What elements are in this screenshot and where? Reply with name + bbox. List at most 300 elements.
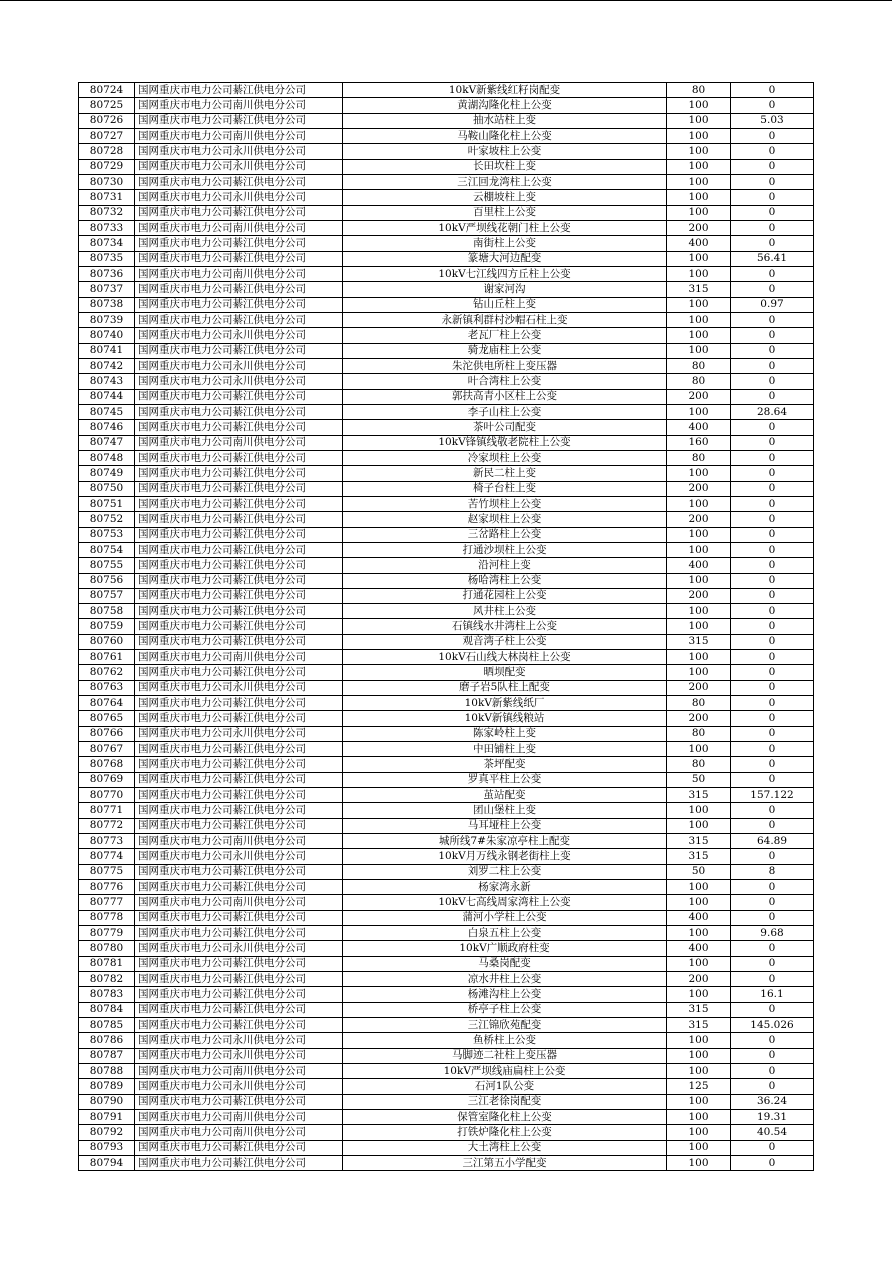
value-cell: 0: [731, 956, 814, 971]
transformer-name-cell: 白泉五柱上公变: [343, 926, 667, 941]
table-row: [79, 542, 814, 557]
row-id-cell: 80772: [79, 818, 135, 833]
value-cell: 28.64: [731, 404, 814, 419]
row-id-cell: 80780: [79, 941, 135, 956]
company-name-cell: 国网重庆市电力公司綦江供电分公司: [135, 788, 343, 803]
capacity-cell: 125: [667, 1079, 731, 1094]
table-row: [79, 282, 814, 297]
value-cell: 0: [731, 512, 814, 527]
row-id-cell: 80745: [79, 404, 135, 419]
transformer-name-cell: 长田坎柱上变: [343, 159, 667, 174]
table-row: [79, 987, 814, 1002]
row-id-cell: 80739: [79, 312, 135, 327]
company-name-cell: 国网重庆市电力公司綦江供电分公司: [135, 757, 343, 772]
row-id-cell: 80731: [79, 190, 135, 205]
capacity-cell: 100: [667, 650, 731, 665]
capacity-cell: 100: [667, 174, 731, 189]
capacity-cell: 200: [667, 711, 731, 726]
table-row: [79, 1018, 814, 1033]
company-name-cell: 国网重庆市电力公司永川供电分公司: [135, 374, 343, 389]
company-name-cell: 国网重庆市电力公司南川供电分公司: [135, 1109, 343, 1124]
table-row: [79, 1125, 814, 1140]
transformer-name-cell: 苦竹坝柱上公变: [343, 496, 667, 511]
row-id-cell: 80753: [79, 527, 135, 542]
capacity-cell: 100: [667, 1064, 731, 1079]
row-id-cell: 80728: [79, 144, 135, 159]
transformer-name-cell: 10kV七江线四方丘柱上公变: [343, 266, 667, 281]
row-id-cell: 80774: [79, 849, 135, 864]
transformer-name-cell: 保管室隆化柱上公变: [343, 1109, 667, 1124]
row-id-cell: 80740: [79, 328, 135, 343]
value-cell: 0: [731, 389, 814, 404]
row-id-cell: 80746: [79, 420, 135, 435]
capacity-cell: 100: [667, 343, 731, 358]
value-cell: 0: [731, 527, 814, 542]
value-cell: 0: [731, 1002, 814, 1017]
company-name-cell: 国网重庆市电力公司南川供电分公司: [135, 128, 343, 143]
row-id-cell: 80791: [79, 1109, 135, 1124]
transformer-name-cell: 沿河柱上变: [343, 558, 667, 573]
table-row: [79, 926, 814, 941]
table-row: [79, 159, 814, 174]
capacity-cell: 100: [667, 604, 731, 619]
transformer-name-cell: 杨哈湾柱上公变: [343, 573, 667, 588]
capacity-cell: 80: [667, 726, 731, 741]
company-name-cell: 国网重庆市电力公司綦江供电分公司: [135, 634, 343, 649]
company-name-cell: 国网重庆市电力公司南川供电分公司: [135, 834, 343, 849]
company-name-cell: 国网重庆市电力公司綦江供电分公司: [135, 1002, 343, 1017]
transformer-name-cell: 风井柱上公变: [343, 604, 667, 619]
row-id-cell: 80770: [79, 788, 135, 803]
row-id-cell: 80792: [79, 1125, 135, 1140]
row-id-cell: 80742: [79, 358, 135, 373]
transformer-name-cell: 骑龙庙柱上公变: [343, 343, 667, 358]
value-cell: 9.68: [731, 926, 814, 941]
table-row: [79, 1064, 814, 1079]
table-row: [79, 1109, 814, 1124]
row-id-cell: 80758: [79, 604, 135, 619]
table-row: [79, 496, 814, 511]
table-row: [79, 803, 814, 818]
table-row: [79, 374, 814, 389]
company-name-cell: 国网重庆市电力公司綦江供电分公司: [135, 236, 343, 251]
value-cell: 0: [731, 711, 814, 726]
table-row: [79, 297, 814, 312]
value-cell: 0: [731, 849, 814, 864]
value-cell: 145.026: [731, 1018, 814, 1033]
transformer-name-cell: 打铁炉隆化柱上公变: [343, 1125, 667, 1140]
company-name-cell: 国网重庆市电力公司南川供电分公司: [135, 895, 343, 910]
value-cell: 0: [731, 358, 814, 373]
capacity-cell: 200: [667, 512, 731, 527]
capacity-cell: 200: [667, 972, 731, 987]
row-id-cell: 80726: [79, 113, 135, 128]
company-name-cell: 国网重庆市电力公司綦江供电分公司: [135, 404, 343, 419]
value-cell: 0: [731, 466, 814, 481]
value-cell: 0: [731, 542, 814, 557]
table-row: [79, 772, 814, 787]
company-name-cell: 国网重庆市电力公司綦江供电分公司: [135, 558, 343, 573]
value-cell: 0: [731, 435, 814, 450]
transformer-name-cell: 马脚迹二社柱上变压器: [343, 1048, 667, 1063]
capacity-cell: 100: [667, 665, 731, 680]
company-name-cell: 国网重庆市电力公司綦江供电分公司: [135, 772, 343, 787]
company-name-cell: 国网重庆市电力公司綦江供电分公司: [135, 742, 343, 757]
capacity-cell: 100: [667, 328, 731, 343]
capacity-cell: 100: [667, 404, 731, 419]
capacity-cell: 200: [667, 481, 731, 496]
table-row: [79, 895, 814, 910]
capacity-cell: 200: [667, 680, 731, 695]
value-cell: 0: [731, 374, 814, 389]
capacity-cell: 100: [667, 466, 731, 481]
row-id-cell: 80748: [79, 450, 135, 465]
company-name-cell: 国网重庆市电力公司南川供电分公司: [135, 266, 343, 281]
table-row: [79, 680, 814, 695]
value-cell: 0: [731, 619, 814, 634]
row-id-cell: 80783: [79, 987, 135, 1002]
table-row: [79, 420, 814, 435]
company-name-cell: 国网重庆市电力公司綦江供电分公司: [135, 466, 343, 481]
row-id-cell: 80784: [79, 1002, 135, 1017]
row-id-cell: 80738: [79, 297, 135, 312]
capacity-cell: 100: [667, 1094, 731, 1109]
capacity-cell: 200: [667, 588, 731, 603]
transformer-name-cell: 三江锦欣苑配变: [343, 1018, 667, 1033]
company-name-cell: 国网重庆市电力公司綦江供电分公司: [135, 496, 343, 511]
transformer-name-cell: 蒲河小学柱上公变: [343, 910, 667, 925]
capacity-cell: 100: [667, 98, 731, 113]
table-row: [79, 144, 814, 159]
value-cell: 0: [731, 328, 814, 343]
value-cell: 0: [731, 1064, 814, 1079]
table-row: [79, 634, 814, 649]
row-id-cell: 80724: [79, 83, 135, 98]
value-cell: 0: [731, 343, 814, 358]
transformer-name-cell: 新民二柱上变: [343, 466, 667, 481]
row-id-cell: 80777: [79, 895, 135, 910]
row-id-cell: 80734: [79, 236, 135, 251]
value-cell: 0: [731, 972, 814, 987]
capacity-cell: 100: [667, 1155, 731, 1170]
table-row: [79, 726, 814, 741]
company-name-cell: 国网重庆市电力公司綦江供电分公司: [135, 297, 343, 312]
transformer-name-cell: 南街柱上公变: [343, 236, 667, 251]
row-id-cell: 80785: [79, 1018, 135, 1033]
table-row: [79, 251, 814, 266]
transformer-name-cell: 叶家坡柱上公变: [343, 144, 667, 159]
company-name-cell: 国网重庆市电力公司綦江供电分公司: [135, 910, 343, 925]
table-row: [79, 1155, 814, 1170]
row-id-cell: 80732: [79, 205, 135, 220]
capacity-cell: 400: [667, 910, 731, 925]
transformer-name-cell: 永新镇利群村沙帽石柱上变: [343, 312, 667, 327]
capacity-cell: 80: [667, 83, 731, 98]
table-row: [79, 328, 814, 343]
transformer-name-cell: 团山堡柱上变: [343, 803, 667, 818]
value-cell: 0: [731, 312, 814, 327]
transformer-name-cell: 篆塘大河边配变: [343, 251, 667, 266]
value-cell: 0: [731, 588, 814, 603]
row-id-cell: 80766: [79, 726, 135, 741]
transformer-name-cell: 10kV严坝线庙扁柱上公变: [343, 1064, 667, 1079]
table-row: [79, 236, 814, 251]
row-id-cell: 80760: [79, 634, 135, 649]
capacity-cell: 100: [667, 818, 731, 833]
table-row: [79, 128, 814, 143]
row-id-cell: 80747: [79, 435, 135, 450]
row-id-cell: 80743: [79, 374, 135, 389]
company-name-cell: 国网重庆市电力公司南川供电分公司: [135, 1064, 343, 1079]
table-row: [79, 527, 814, 542]
company-name-cell: 国网重庆市电力公司永川供电分公司: [135, 680, 343, 695]
table-row: [79, 343, 814, 358]
row-id-cell: 80737: [79, 282, 135, 297]
company-name-cell: 国网重庆市电力公司綦江供电分公司: [135, 527, 343, 542]
company-name-cell: 国网重庆市电力公司綦江供电分公司: [135, 665, 343, 680]
capacity-cell: 100: [667, 496, 731, 511]
table-row: [79, 711, 814, 726]
row-id-cell: 80741: [79, 343, 135, 358]
company-name-cell: 国网重庆市电力公司永川供电分公司: [135, 144, 343, 159]
capacity-cell: 200: [667, 389, 731, 404]
company-name-cell: 国网重庆市电力公司綦江供电分公司: [135, 818, 343, 833]
table-row: [79, 864, 814, 879]
value-cell: 36.24: [731, 1094, 814, 1109]
transformer-name-cell: 椅子台柱上变: [343, 481, 667, 496]
value-cell: 0: [731, 1079, 814, 1094]
table-row: [79, 880, 814, 895]
capacity-cell: 100: [667, 312, 731, 327]
table-row: [79, 113, 814, 128]
company-name-cell: 国网重庆市电力公司綦江供电分公司: [135, 619, 343, 634]
row-id-cell: 80778: [79, 910, 135, 925]
transformer-name-cell: 谢家河沟: [343, 282, 667, 297]
row-id-cell: 80761: [79, 650, 135, 665]
transformer-name-cell: 大土湾柱上公变: [343, 1140, 667, 1155]
transformer-name-cell: 鱼桥柱上公变: [343, 1033, 667, 1048]
capacity-cell: 100: [667, 1048, 731, 1063]
table-row: [79, 220, 814, 235]
company-name-cell: 国网重庆市电力公司綦江供电分公司: [135, 251, 343, 266]
row-id-cell: 80733: [79, 220, 135, 235]
company-name-cell: 国网重庆市电力公司綦江供电分公司: [135, 956, 343, 971]
row-id-cell: 80727: [79, 128, 135, 143]
company-name-cell: 国网重庆市电力公司綦江供电分公司: [135, 512, 343, 527]
row-id-cell: 80768: [79, 757, 135, 772]
value-cell: 0: [731, 880, 814, 895]
transformer-name-cell: 10kV新紫线纸厂: [343, 696, 667, 711]
table-row: [79, 834, 814, 849]
transformer-name-cell: 马耳垭柱上公变: [343, 818, 667, 833]
capacity-cell: 100: [667, 527, 731, 542]
table-row: [79, 558, 814, 573]
capacity-cell: 100: [667, 1125, 731, 1140]
company-name-cell: 国网重庆市电力公司綦江供电分公司: [135, 1094, 343, 1109]
company-name-cell: 国网重庆市电力公司綦江供电分公司: [135, 711, 343, 726]
capacity-cell: 400: [667, 236, 731, 251]
capacity-cell: 80: [667, 757, 731, 772]
value-cell: 0: [731, 634, 814, 649]
transformer-name-cell: 马桑岗配变: [343, 956, 667, 971]
row-id-cell: 80779: [79, 926, 135, 941]
table-row: [79, 1033, 814, 1048]
capacity-cell: 50: [667, 864, 731, 879]
value-cell: 0: [731, 220, 814, 235]
row-id-cell: 80775: [79, 864, 135, 879]
transformer-name-cell: 老瓦厂柱上公变: [343, 328, 667, 343]
transformer-name-cell: 石镇线水井湾柱上公变: [343, 619, 667, 634]
value-cell: 0: [731, 696, 814, 711]
value-cell: 0: [731, 98, 814, 113]
transformer-name-cell: 晒坝配变: [343, 665, 667, 680]
capacity-cell: 50: [667, 772, 731, 787]
capacity-cell: 80: [667, 696, 731, 711]
transformer-name-cell: 观音湾子柱上公变: [343, 634, 667, 649]
table-row: [79, 512, 814, 527]
company-name-cell: 国网重庆市电力公司南川供电分公司: [135, 220, 343, 235]
row-id-cell: 80756: [79, 573, 135, 588]
transformer-name-cell: 陈家岭柱上变: [343, 726, 667, 741]
table-row: [79, 788, 814, 803]
value-cell: 0: [731, 266, 814, 281]
transformer-name-cell: 10kV石山线大林岗柱上公变: [343, 650, 667, 665]
value-cell: 0: [731, 83, 814, 98]
company-name-cell: 国网重庆市电力公司南川供电分公司: [135, 435, 343, 450]
value-cell: 0: [731, 604, 814, 619]
capacity-cell: 100: [667, 956, 731, 971]
transformer-name-cell: 叶合湾柱上公变: [343, 374, 667, 389]
transformer-name-cell: 郭扶高青小区柱上公变: [343, 389, 667, 404]
row-id-cell: 80751: [79, 496, 135, 511]
value-cell: 0: [731, 1140, 814, 1155]
value-cell: 5.03: [731, 113, 814, 128]
table-row: [79, 604, 814, 619]
company-name-cell: 国网重庆市电力公司永川供电分公司: [135, 358, 343, 373]
capacity-cell: 100: [667, 619, 731, 634]
company-name-cell: 国网重庆市电力公司綦江供电分公司: [135, 588, 343, 603]
value-cell: 0: [731, 803, 814, 818]
company-name-cell: 国网重庆市电力公司綦江供电分公司: [135, 174, 343, 189]
company-name-cell: 国网重庆市电力公司綦江供电分公司: [135, 1140, 343, 1155]
row-id-cell: 80763: [79, 680, 135, 695]
capacity-cell: 100: [667, 987, 731, 1002]
capacity-cell: 100: [667, 113, 731, 128]
transformer-name-cell: 10kV严坝线花朝门柱上公变: [343, 220, 667, 235]
company-name-cell: 国网重庆市电力公司綦江供电分公司: [135, 972, 343, 987]
company-name-cell: 国网重庆市电力公司綦江供电分公司: [135, 389, 343, 404]
transformer-name-cell: 赵家坝柱上公变: [343, 512, 667, 527]
company-name-cell: 国网重庆市电力公司永川供电分公司: [135, 849, 343, 864]
company-name-cell: 国网重庆市电力公司綦江供电分公司: [135, 1018, 343, 1033]
value-cell: 0: [731, 1033, 814, 1048]
company-name-cell: 国网重庆市电力公司永川供电分公司: [135, 726, 343, 741]
value-cell: 19.31: [731, 1109, 814, 1124]
table-row: [79, 573, 814, 588]
transformer-name-cell: 钻山丘柱上变: [343, 297, 667, 312]
transformer-name-cell: 茶坪配变: [343, 757, 667, 772]
transformer-name-cell: 李子山柱上公变: [343, 404, 667, 419]
transformer-name-cell: 凉水井柱上公变: [343, 972, 667, 987]
company-name-cell: 国网重庆市电力公司綦江供电分公司: [135, 864, 343, 879]
table-row: [79, 435, 814, 450]
row-id-cell: 80754: [79, 542, 135, 557]
value-cell: 0: [731, 205, 814, 220]
table-row: [79, 481, 814, 496]
row-id-cell: 80765: [79, 711, 135, 726]
capacity-cell: 100: [667, 1140, 731, 1155]
row-id-cell: 80736: [79, 266, 135, 281]
table-row: [79, 619, 814, 634]
row-id-cell: 80729: [79, 159, 135, 174]
capacity-cell: 400: [667, 941, 731, 956]
capacity-cell: 100: [667, 159, 731, 174]
capacity-cell: 100: [667, 573, 731, 588]
table-row: [79, 910, 814, 925]
capacity-cell: 80: [667, 450, 731, 465]
company-name-cell: 国网重庆市电力公司綦江供电分公司: [135, 343, 343, 358]
transformer-name-cell: 中田铺柱上变: [343, 742, 667, 757]
company-name-cell: 国网重庆市电力公司綦江供电分公司: [135, 481, 343, 496]
value-cell: 16.1: [731, 987, 814, 1002]
capacity-cell: 100: [667, 880, 731, 895]
transformer-name-cell: 三江回龙湾柱上公变: [343, 174, 667, 189]
row-id-cell: 80781: [79, 956, 135, 971]
table-row: [79, 972, 814, 987]
company-name-cell: 国网重庆市电力公司綦江供电分公司: [135, 987, 343, 1002]
capacity-cell: 100: [667, 144, 731, 159]
transformer-name-cell: 石河1队公变: [343, 1079, 667, 1094]
capacity-cell: 100: [667, 297, 731, 312]
table-row: [79, 1079, 814, 1094]
table-row: [79, 1002, 814, 1017]
transformer-name-cell: 磨子岩5队柱上配变: [343, 680, 667, 695]
company-name-cell: 国网重庆市电力公司綦江供电分公司: [135, 113, 343, 128]
capacity-cell: 80: [667, 374, 731, 389]
row-id-cell: 80789: [79, 1079, 135, 1094]
capacity-cell: 100: [667, 895, 731, 910]
row-id-cell: 80788: [79, 1064, 135, 1079]
transformer-name-cell: 三江老徐岗配变: [343, 1094, 667, 1109]
table-row: [79, 174, 814, 189]
value-cell: 0: [731, 236, 814, 251]
transformer-name-cell: 三江第五小学配变: [343, 1155, 667, 1170]
table-row: [79, 312, 814, 327]
company-name-cell: 国网重庆市电力公司綦江供电分公司: [135, 1155, 343, 1170]
value-cell: 8: [731, 864, 814, 879]
table-body: [79, 83, 814, 1171]
table-row: [79, 358, 814, 373]
transformer-name-cell: 罗真平柱上公变: [343, 772, 667, 787]
value-cell: 0: [731, 128, 814, 143]
value-cell: 64.89: [731, 834, 814, 849]
row-id-cell: 80752: [79, 512, 135, 527]
row-id-cell: 80749: [79, 466, 135, 481]
value-cell: 0: [731, 650, 814, 665]
table-row: [79, 665, 814, 680]
capacity-cell: 100: [667, 128, 731, 143]
table-row: [79, 849, 814, 864]
transformer-name-cell: 云棚坡柱上变: [343, 190, 667, 205]
transformer-name-cell: 10kV锋镇线敬老院柱上公变: [343, 435, 667, 450]
capacity-cell: 400: [667, 558, 731, 573]
row-id-cell: 80757: [79, 588, 135, 603]
transformer-name-cell: 桥亭子柱上公变: [343, 1002, 667, 1017]
capacity-cell: 160: [667, 435, 731, 450]
capacity-cell: 200: [667, 220, 731, 235]
row-id-cell: 80764: [79, 696, 135, 711]
table-row: [79, 205, 814, 220]
